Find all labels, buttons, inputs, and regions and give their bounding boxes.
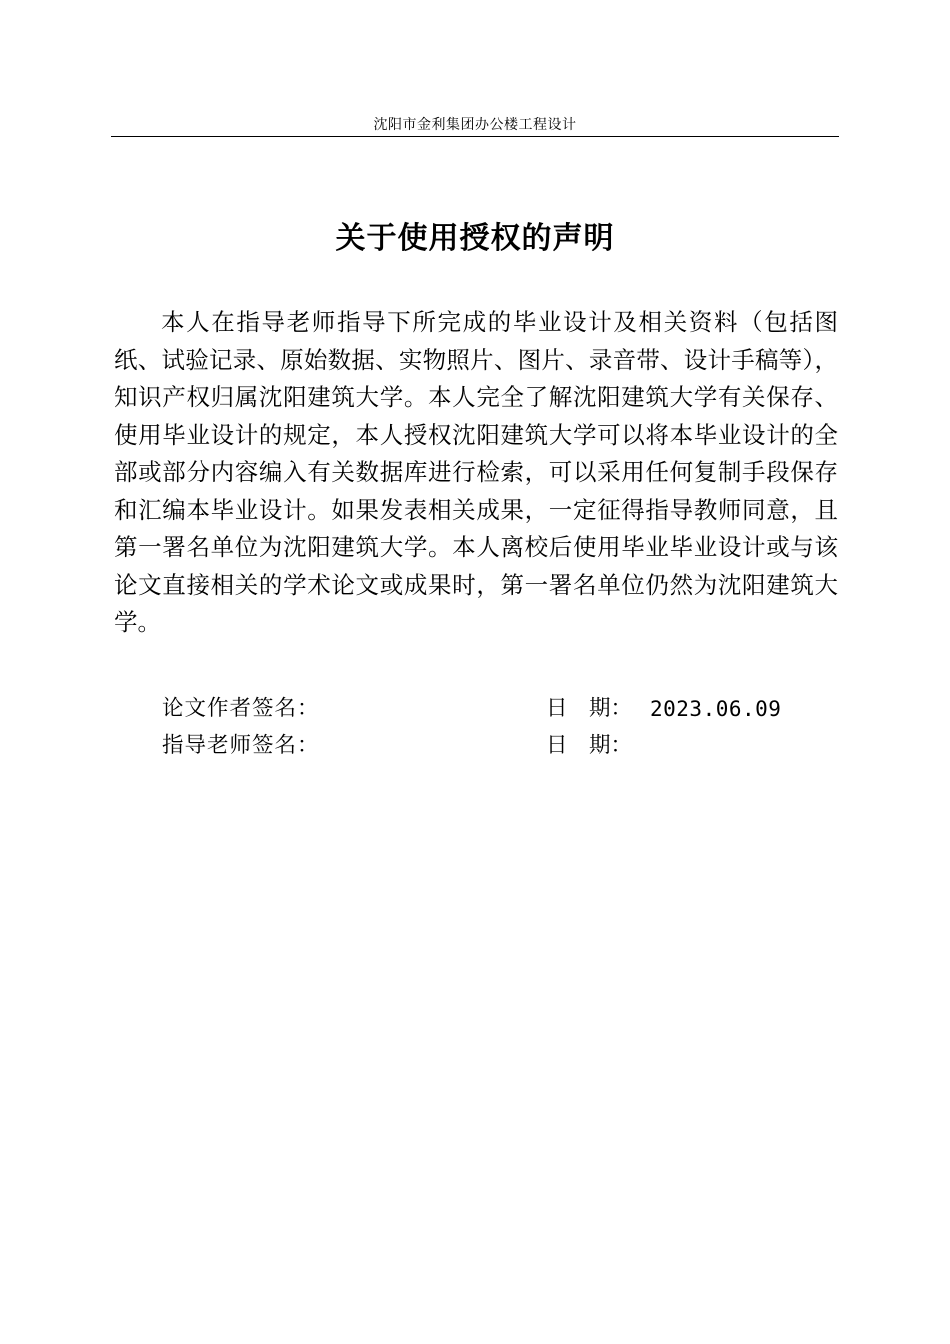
author-date-label: 日 期： bbox=[546, 696, 633, 721]
advisor-date-label: 日 期： bbox=[546, 733, 633, 758]
author-signature-label: 论文作者签名： bbox=[162, 696, 320, 721]
author-signature-row bbox=[162, 692, 812, 726]
advisor-signature-label: 指导老师签名： bbox=[162, 733, 320, 758]
author-date-value: 2023.06.09 bbox=[650, 697, 782, 721]
page-title: 关于使用授权的声明 bbox=[335, 221, 615, 256]
running-header: 沈阳市金利集团办公楼工程设计 bbox=[373, 117, 577, 133]
authorization-statement-paragraph: 本人在指导老师指导下所完成的毕业设计及相关资料（包括图纸、试验记录、原始数据、实物照片、图片、录音带、设计手稿等），知识产权归属沈阳建筑大学。本人完全了解沈阳建筑大学有关保存、使用毕业设计的规定，本人授权沈阳建筑大学可以将本毕业设计的全部或部分内容编入有关数据库进行检索，可以采用任何复制手段保存和汇编本毕业设计。如果发表相关成果，一定征得指导教师同意，且第一署名单位为沈阳建筑大学。本人离校后使用毕业毕业设计或与该论文直接相关的学术论文或成果时，第一署名单位仍然为沈阳建筑大学。 bbox=[114, 308, 838, 636]
header-divider bbox=[111, 136, 839, 137]
advisor-signature-row bbox=[162, 729, 812, 763]
